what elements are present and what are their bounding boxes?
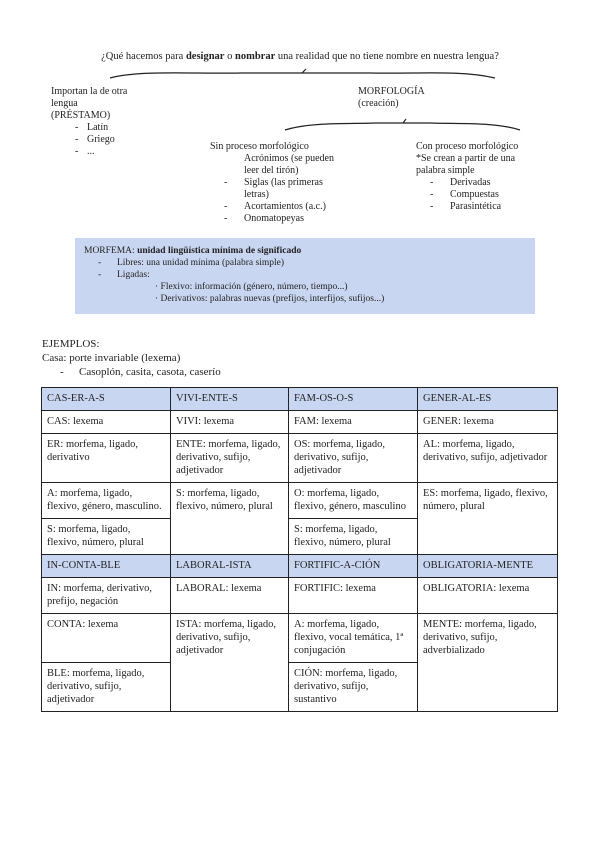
con-proceso-title: Con proceso morfológico: [416, 141, 519, 152]
table-cell: S: morfema, ligado, flexivo, número, plural: [289, 519, 418, 555]
acronimos-line: leer del tirón): [244, 165, 299, 176]
con-proceso-block: [416, 141, 518, 177]
ejemplos-derived: - Casoplón, casita, casota, caserío: [60, 366, 221, 378]
morfema-flexivo: · Flexivo: información (género, número, tiempo...): [155, 282, 348, 292]
table-cell: S: morfema, ligado, flexivo, número, plural: [171, 483, 289, 555]
question-part: o: [224, 51, 235, 62]
table-cell: CAS: lexema: [42, 411, 171, 434]
table-header-row: [42, 555, 558, 578]
table-cell: CIÓN: morfema, ligado, derivativo, sufijo, sustantivo: [289, 663, 418, 712]
table-cell: FAM: lexema: [289, 411, 418, 434]
table-cell: FORTIFIC: lexema: [289, 578, 418, 614]
prestamo-line: lengua: [51, 98, 78, 109]
table-cell: CONTA: lexema: [42, 614, 171, 663]
morfologia-block: [358, 86, 425, 110]
sin-proceso-list: [222, 177, 326, 225]
list-item: - Acortamientos (a.c.): [224, 201, 326, 212]
con-proceso-list: [428, 177, 501, 213]
table-header-cell: CAS-ER-A-S: [42, 388, 171, 411]
table-header-cell: LABORAL-ISTA: [171, 555, 289, 578]
table-cell: AL: morfema, ligado, derivativo, sufijo, adjetivador: [418, 434, 558, 483]
question-part: una realidad que no tiene nombre en nuestra lengua?: [275, 51, 499, 62]
list-item: - Derivadas: [430, 177, 491, 188]
list-item: - Latín: [73, 122, 115, 134]
table-row: [42, 411, 558, 434]
table-cell: S: morfema, ligado, flexivo, número, plural: [42, 519, 171, 555]
table-cell: A: morfema, ligado, flexivo, vocal temática, 1ª conjugación: [289, 614, 418, 663]
question-part: ¿Qué hacemos para: [101, 51, 186, 62]
morfema-derivativo: · Derivativos: palabras nuevas (prefijos, interfijos, sufijos...): [155, 294, 385, 304]
table-cell: ES: morfema, ligado, flexivo, número, plural: [418, 483, 558, 555]
table-header-cell: FORTIFIC-A-CIÓN: [289, 555, 418, 578]
table-header-cell: FAM-OS-O-S: [289, 388, 418, 411]
sin-proceso-title: Sin proceso morfológico: [210, 141, 309, 152]
examples-table: [41, 387, 558, 712]
morfologia-brace: [280, 114, 530, 136]
morfema-box: [75, 238, 535, 314]
list-item: - Compuestas: [430, 189, 499, 200]
list-item: - Griego: [73, 134, 115, 146]
table-cell: ENTE: morfema, ligado, derivativo, sufijo, adjetivador: [171, 434, 289, 483]
table-header-cell: OBLIGATORIA-MENTE: [418, 555, 558, 578]
question-keyword-nombrar: nombrar: [234, 51, 276, 62]
con-proceso-note: palabra simple: [416, 165, 475, 176]
table-cell: GENER: lexema: [418, 411, 558, 434]
table-cell: OS: morfema, ligado, derivativo, sufijo, adjetivador: [289, 434, 418, 483]
acronimos-item: [244, 153, 334, 177]
acronimos-line: Acrónimos (se pueden: [244, 153, 334, 164]
table-cell: VIVI: lexema: [171, 411, 289, 434]
list-item-continuation: letras): [244, 189, 269, 200]
table-row: [42, 483, 558, 519]
morfologia-subtitle: (creación): [358, 98, 399, 109]
list-item: - ...: [73, 146, 115, 158]
table-cell: OBLIGATORIA: lexema: [418, 578, 558, 614]
top-brace: [40, 66, 560, 86]
ejemplos-casa: Casa: porte invariable (lexema): [42, 352, 181, 364]
morfologia-title: MORFOLOGÍA: [358, 86, 425, 97]
ejemplos-title: EJEMPLOS:: [42, 338, 100, 350]
table-cell: O: morfema, ligado, flexivo, género, masculino: [289, 483, 418, 519]
table-row: [42, 614, 558, 663]
table-row: [42, 434, 558, 483]
question-keyword-designar: designar: [185, 51, 225, 62]
prestamo-list: [73, 122, 115, 158]
morfema-definition: MORFEMA: unidad lingüística mínima de significado: [84, 246, 302, 256]
list-item: - Parasintética: [430, 201, 502, 212]
table-header-cell: GENER-AL-ES: [418, 388, 558, 411]
table-row: [42, 578, 558, 614]
table-cell: ISTA: morfema, ligado, derivativo, sufijo, adjetivador: [171, 614, 289, 712]
morfema-libres: - Libres: una unidad mínima (palabra simple): [98, 258, 284, 268]
prestamo-line: Importan la de otra: [51, 86, 128, 97]
table-cell: BLE: morfema, ligado, derivativo, sufijo, adjetivador: [42, 663, 171, 712]
list-item: - Onomatopeyas: [224, 213, 304, 224]
table-header-cell: VIVI-ENTE-S: [171, 388, 289, 411]
table-cell: IN: morfema, derivativo, prefijo, negación: [42, 578, 171, 614]
prestamo-block: [51, 86, 127, 122]
table-cell: A: morfema, ligado, flexivo, género, masculino.: [42, 483, 171, 519]
table-header-row: [42, 388, 558, 411]
table-cell: ER: morfema, ligado, derivativo: [42, 434, 171, 483]
main-question: [0, 51, 600, 62]
morfema-ligadas: - Ligadas:: [98, 270, 150, 280]
con-proceso-note: *Se crean a partir de una: [416, 153, 516, 164]
table-cell: LABORAL: lexema: [171, 578, 289, 614]
table-header-cell: IN-CONTA-BLE: [42, 555, 171, 578]
list-item: - Siglas (las primeras: [224, 177, 323, 188]
prestamo-label: (PRÉSTAMO): [51, 110, 111, 121]
table-cell: MENTE: morfema, ligado, derivativo, sufijo, adverbializado: [418, 614, 558, 712]
